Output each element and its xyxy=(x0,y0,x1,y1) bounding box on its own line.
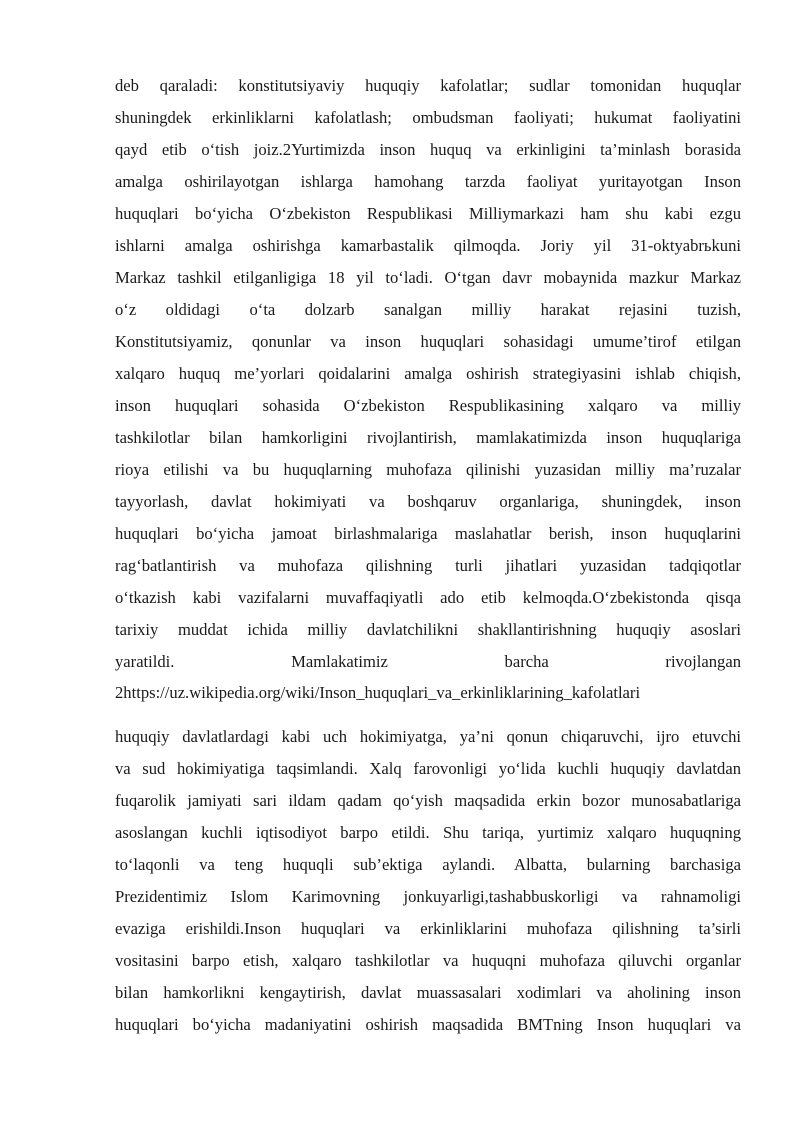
text-line: inson huquqlari sohasida O‘zbekiston Respublikasining xalqaro va milliy xyxy=(115,396,741,415)
text-line: to‘laqonli va teng huquqli sub’ektiga aylandi. Albatta, bularning barchasiga xyxy=(115,855,741,874)
text-line: huquqiy davlatlardagi kabi uch hokimiyatga, ya’ni qonun chiqaruvchi, ijro etuvchi xyxy=(115,727,741,746)
text-line: huquqlari bo‘yicha madaniyatini oshirish maqsadida BMTning Inson huquqlari va xyxy=(115,1015,741,1034)
text-line: fuqarolik jamiyati sari ildam qadam qo‘yish maqsadida erkin bozor munosabatlariga xyxy=(115,791,741,810)
text-line: vositasini barpo etish, xalqaro tashkilotlar va huquqni muhofaza qiluvchi organlar xyxy=(115,951,741,970)
text-line: xalqaro huquq me’yorlari qoidalarini amalga oshirish strategiyasini ishlab chiqish, xyxy=(115,364,741,383)
text-line: shuningdek erkinliklarni kafolatlash; ombudsman faoliyati; hukumat faoliyatini xyxy=(115,108,741,127)
text-line: Markaz tashkil etilganligiga 18 yil to‘ladi. O‘tgan davr mobaynida mazkur Markaz xyxy=(115,268,741,287)
text-line: tarixiy muddat ichida milliy davlatchilikni shakllantirishning huquqiy asoslari xyxy=(115,620,741,639)
text-line: rag‘batlantirish va muhofaza qilishning turli jihatlari yuzasidan tadqiqotlar xyxy=(115,556,741,575)
text-line: tayyorlash, davlat hokimiyati va boshqaruv organlariga, shuningdek, inson xyxy=(115,492,741,511)
text-line: yaratildi. Mamlakatimiz barcha rivojlangan xyxy=(115,652,741,671)
text-line: o‘tkazish kabi vazifalarni muvaffaqiyatli ado etib kelmoqda.O‘zbekistonda qisqa xyxy=(115,588,741,607)
text-line: va sud hokimiyatiga taqsimlandi. Xalq farovonligi yo‘lida kuchli huquqiy davlatdan xyxy=(115,759,741,778)
text-line: o‘z oldidagi o‘ta dolzarb sanalgan milliy harakat rejasini tuzish, xyxy=(115,300,741,319)
footnote: 2https://uz.wikipedia.org/wiki/Inson_huquqlari_va_erkinliklarining_kafolatlari xyxy=(115,683,641,702)
text-line: asoslangan kuchli iqtisodiyot barpo etildi. Shu tariqa, yurtimiz xalqaro huquqning xyxy=(115,823,741,842)
text-line: tashkilotlar bilan hamkorligini rivojlantirish, mamlakatimizda inson huquqlariga xyxy=(115,428,741,447)
text-line: ishlarni amalga oshirishga kamarbastalik qilmoqda. Joriy yil 31-oktyabrьkuni xyxy=(115,236,741,255)
text-line: Konstitutsiyamiz, qonunlar va inson huquqlari sohasidagi umume’tirof etilgan xyxy=(115,332,741,351)
text-line: Prezidentimiz Islom Karimovning jonkuyarligi,tashabbuskorligi va rahnamoligi xyxy=(115,887,741,906)
text-line: huquqlari bo‘yicha jamoat birlashmalariga maslahatlar berish, inson huquqlarini xyxy=(115,524,741,543)
text-line: deb qaraladi: konstitutsiyaviy huquqiy kafolatlar; sudlar tomonidan huquqlar xyxy=(115,76,741,95)
text-line: amalga oshirilayotgan ishlarga hamohang tarzda faoliyat yuritayotgan Inson xyxy=(115,172,741,191)
text-line: bilan hamkorlikni kengaytirish, davlat muassasalari xodimlari va aholining inson xyxy=(115,983,741,1002)
text-line: huquqlari bo‘yicha O‘zbekiston Respublikasi Milliymarkazi ham shu kabi ezgu xyxy=(115,204,741,223)
text-line: rioya etilishi va bu huquqlarning muhofaza qilinishi yuzasidan milliy ma’ruzalar xyxy=(115,460,741,479)
text-line: qayd etib o‘tish joiz.2Yurtimizda inson huquq va erkinligini ta’minlash borasida xyxy=(115,140,741,159)
text-line: evaziga erishildi.Inson huquqlari va erkinliklarini muhofaza qilishning ta’sirli xyxy=(115,919,741,938)
